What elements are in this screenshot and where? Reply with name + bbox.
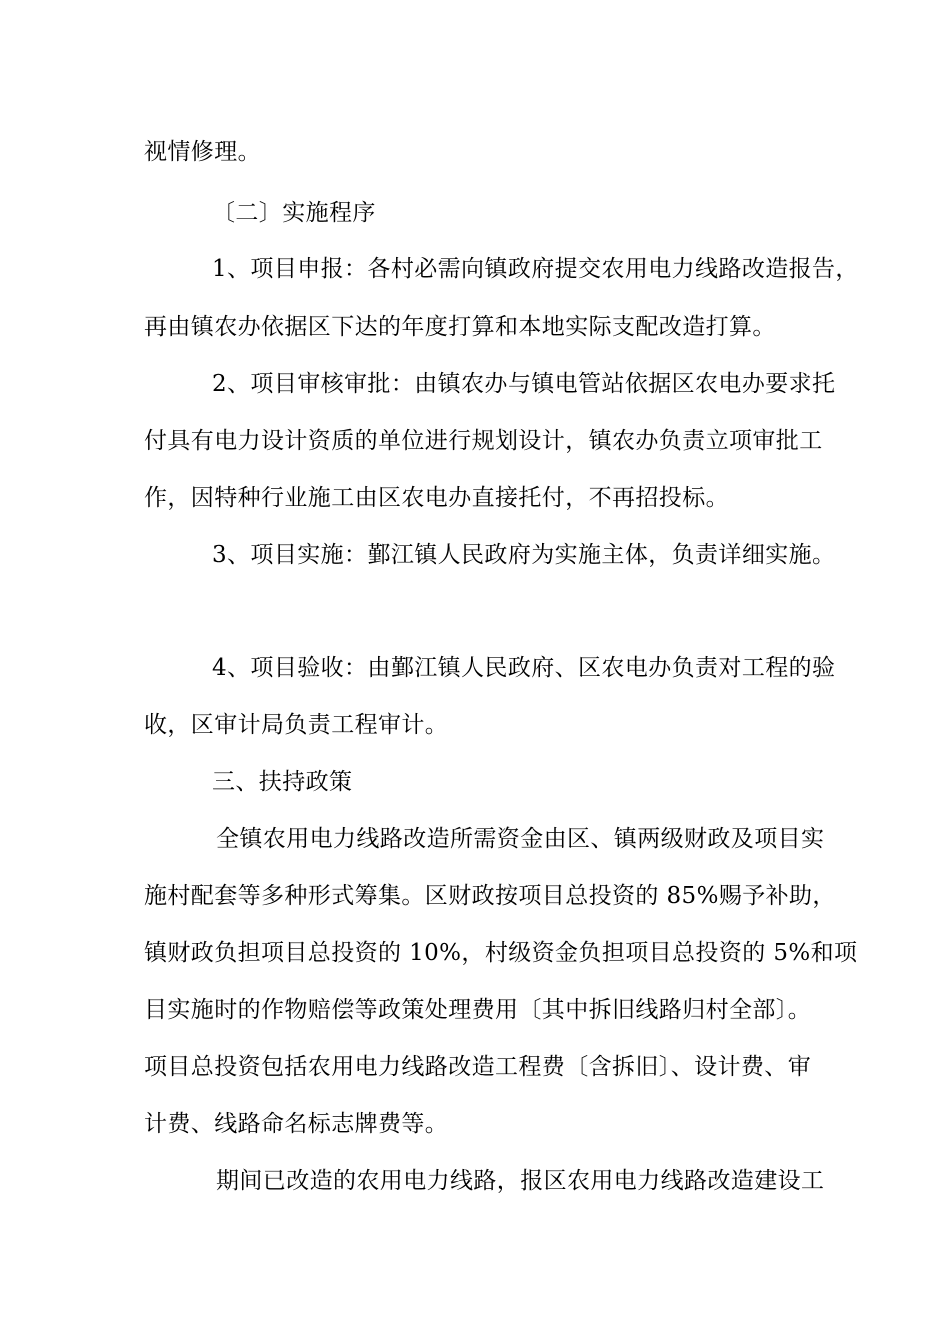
section-heading: 三、扶持政策 [212, 769, 353, 795]
paragraph-line: 4、项目验收：由鄞江镇人民政府、区农电办负责对工程的验 [212, 655, 836, 681]
paragraph-line: 施村配套等多种形式筹集。区财政按项目总投资的 85%赐予补助， [144, 883, 836, 909]
paragraph-line: 付具有电力设计资质的单位进行规划设计，镇农办负责立项审批工 [144, 428, 823, 454]
paragraph-line: 镇财政负担项目总投资的 10%，村级资金负担项目总投资的 5%和项 [144, 940, 858, 966]
section-heading: 〔二〕实施程序 [212, 200, 376, 226]
paragraph-line: 计费、线路命名标志牌费等。 [144, 1111, 449, 1137]
paragraph-line: 1、项目申报：各村必需向镇政府提交农用电力线路改造报告， [212, 256, 859, 282]
paragraph-line: 收，区审计局负责工程审计。 [144, 712, 449, 738]
paragraph-line: 视情修理。 [144, 139, 261, 165]
paragraph-line: 再由镇农办依据区下达的年度打算和本地实际支配改造打算。 [144, 314, 776, 340]
paragraph-line: 3、项目实施：鄞江镇人民政府为实施主体，负责详细实施。 [212, 542, 836, 568]
paragraph-line: 项目总投资包括农用电力线路改造工程费〔含拆旧〕、设计费、审 [144, 1054, 812, 1080]
paragraph-line: 期间已改造的农用电力线路，报区农用电力线路改造建设工 [216, 1168, 825, 1194]
paragraph-line: 作，因特种行业施工由区农电办直接托付，不再招投标。 [144, 485, 729, 511]
paragraph-line: 目实施时的作物赔偿等政策处理费用〔其中拆旧线路归村全部〕。 [144, 997, 812, 1023]
paragraph-line: 全镇农用电力线路改造所需资金由区、镇两级财政及项目实 [216, 826, 825, 852]
paragraph-line: 2、项目审核审批：由镇农办与镇电管站依据区农电办要求托 [212, 371, 836, 397]
